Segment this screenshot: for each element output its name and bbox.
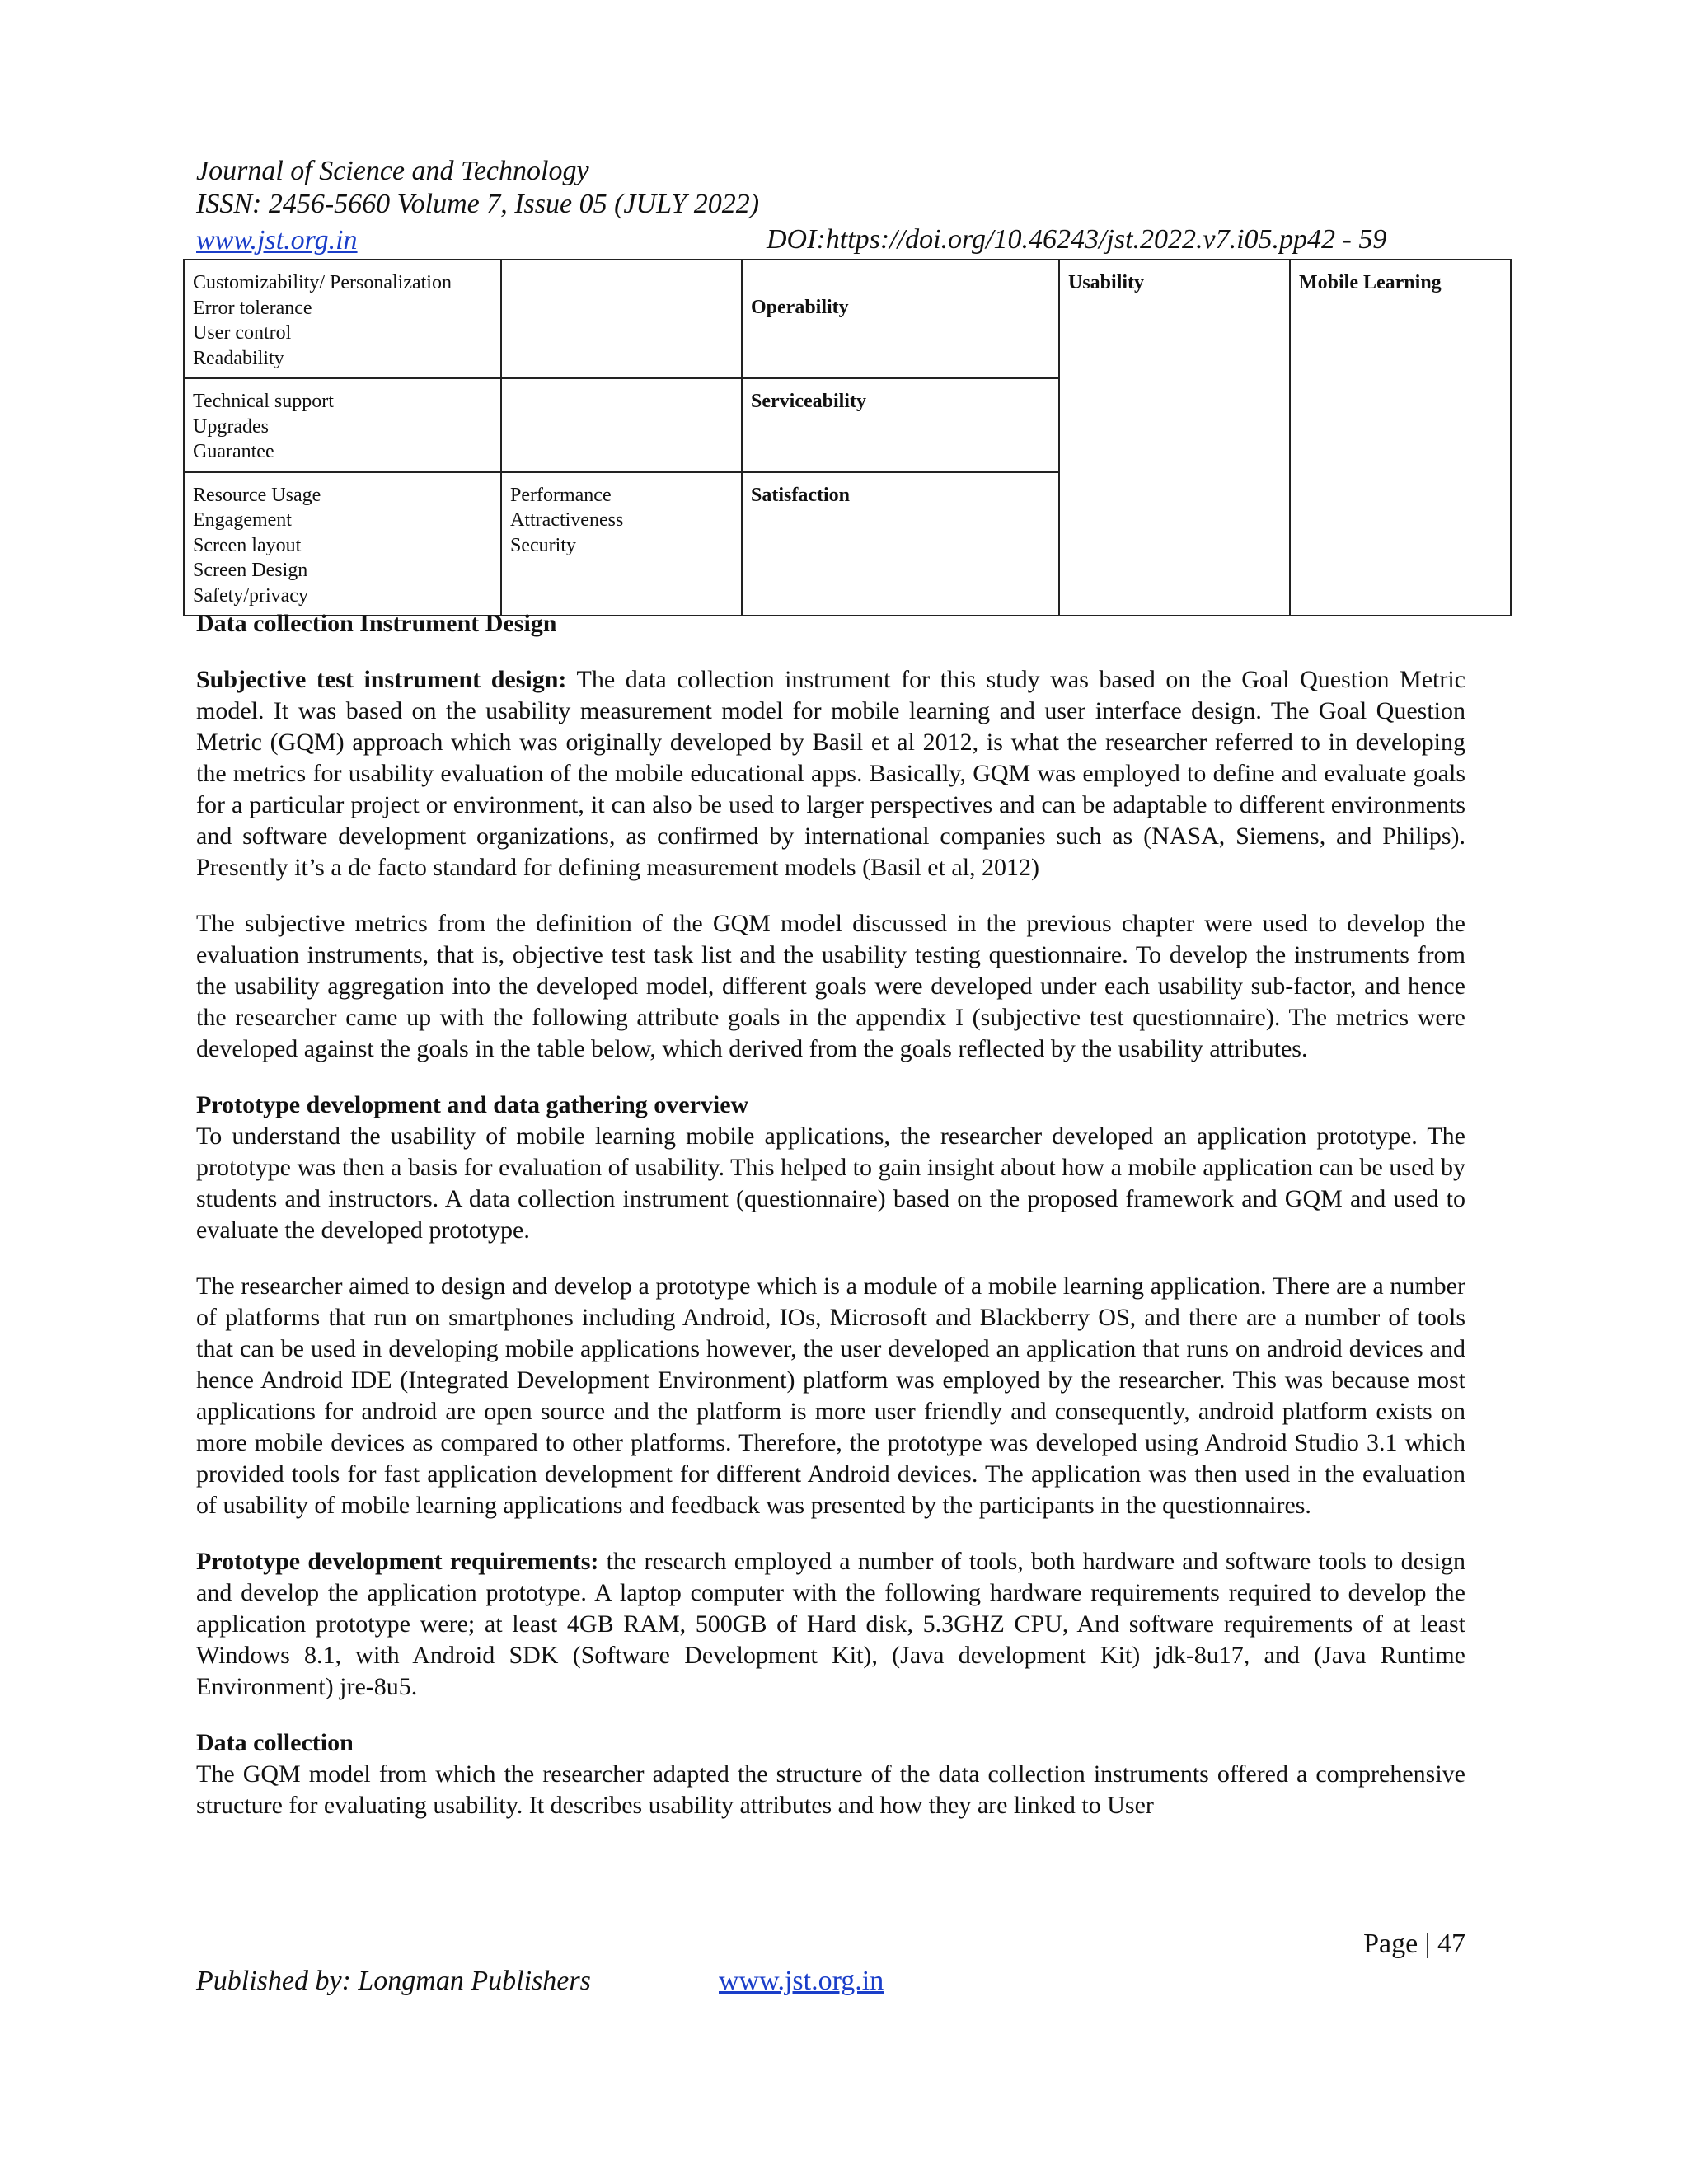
- metric-item: Engagement: [193, 509, 292, 531]
- paragraph-prototype-platforms: The researcher aimed to design and develop a prototype which is a module of a mobile learning application. There are a number of platforms that run on smartphones including Android, IOs, Microsoft and Blackberry OS, and there are a number of tools that can be used in developing mobile applications however, the user developed an application that runs on android devices and hence Android IDE (Integrated Development Environment) platform was employed by the researcher. This was because most applications for android are open source and the platform is more user friendly and consequently, android platform exists on more mobile devices as compared to other platforms. Therefore, the prototype was developed using Android Studio 3.1 which provided tools for fast application development for different Android devices. The application was then used in the evaluation of usability of mobile learning applications and feedback was presented by the participants in the questionnaires.: [196, 1272, 1465, 1519]
- metric-item: Screen layout: [193, 534, 302, 556]
- paragraph-text: the research employed a number of tools, both hardware and software tools to design and develop the application prototype. A laptop computer with the following hardware requirements required to develop the application prototype were; at least 4GB RAM, 500GB of Hard disk, 5.3GHZ CPU, And software requirements of at least Windows 8.1, with Android SDK (Software Development Kit), (Java development Kit) jdk-8u17, and (Java Runtime Environment) jre-8u5.: [196, 1548, 1465, 1700]
- metric-item: Resource Usage: [193, 484, 321, 506]
- journal-title: Journal of Science and Technology: [196, 156, 589, 186]
- attributes-cell: [501, 472, 742, 616]
- attribute-item: Attractiveness: [510, 509, 624, 531]
- table-row: [184, 260, 1511, 378]
- paragraph-subjective-metrics: The subjective metrics from the definition of the GQM model discussed in the previous chapter were used to develop the evaluation instruments, that is, objective test task list and the usability testing questionnaire. To develop the instruments from the usability aggregation into the developed model, different goals were developed under each usability sub-factor, and hence the researcher came up with the following attribute goals in the appendix I (subjective test questionnaire). The metrics were developed against the goals in the table below, which derived from the goals reflected by the usability attributes.: [196, 910, 1465, 1062]
- metric-item: User control: [193, 322, 292, 344]
- attribute-item: Performance: [510, 484, 612, 506]
- metric-item: Error tolerance: [193, 297, 312, 319]
- paragraph-lead: Prototype development requirements:: [196, 1548, 599, 1575]
- metrics-cell: [184, 378, 501, 472]
- paragraph-lead: Subjective test instrument design:: [196, 666, 567, 693]
- attribute-item: Security: [510, 534, 576, 556]
- metric-item: Upgrades: [193, 415, 269, 438]
- metric-item: Customizability/ Personalization: [193, 272, 452, 293]
- factor-cell: Usability: [1059, 260, 1290, 616]
- attributes-cell: [501, 378, 742, 472]
- section-heading-data-collection: Data collection: [196, 1729, 354, 1756]
- section-heading-prototype: Prototype development and data gathering overview: [196, 1091, 749, 1118]
- subfactor-cell: Serviceability: [742, 378, 1059, 472]
- article-body: [196, 608, 1465, 1821]
- header-website-link[interactable]: www.jst.org.in: [196, 225, 358, 255]
- metrics-cell: [184, 260, 501, 378]
- footer-website-link[interactable]: www.jst.org.in: [719, 1966, 884, 1996]
- paragraph-subjective-test: [196, 664, 1465, 883]
- subfactor-cell: Operability: [742, 260, 1059, 378]
- paragraph-prototype-overview: To understand the usability of mobile learning mobile applications, the researcher developed an application prototype. The prototype was then a basis for evaluation of usability. This helped to gain insight about how a mobile application can be used by students and instructors. A data collection instrument (questionnaire) based on the proposed framework and GQM and used to evaluate the developed prototype.: [196, 1122, 1465, 1244]
- domain-cell: Mobile Learning: [1290, 260, 1511, 616]
- metric-item: Readability: [193, 347, 284, 369]
- gqm-table: [183, 259, 1512, 616]
- metric-item: Safety/privacy: [193, 584, 308, 607]
- metric-item: Screen Design: [193, 560, 308, 581]
- subfactor-cell: Satisfaction: [742, 472, 1059, 616]
- metric-item: Technical support: [193, 391, 334, 412]
- section-heading-instrument-design: Data collection Instrument Design: [196, 610, 557, 637]
- header-doi: DOI:https://doi.org/10.46243/jst.2022.v7.i05.pp42 - 59: [767, 224, 1387, 255]
- attributes-cell: [501, 260, 742, 378]
- paragraph-data-collection: The GQM model from which the researcher adapted the structure of the data collection instruments offered a comprehensive structure for evaluating usability. It describes usability attributes and how they are linked to User: [196, 1760, 1465, 1819]
- paragraph-text: The data collection instrument for this study was based on the Goal Question Metric model. It was based on the usability measurement model for mobile learning and user interface design. The Goal Question Metric (GQM) approach which was originally developed by Basil et al 2012, is what the researcher referred to in developing the metrics for usability evaluation of the mobile educational apps. Basically, GQM was employed to define and evaluate goals for a particular project or environment, it can also be used to larger perspectives and can be adaptable to different environments and software development organizations, as confirmed by international companies such as (NASA, Siemens, and Philips). Presently it’s a de facto standard for defining measurement models (Basil et al, 2012): [196, 666, 1465, 881]
- paragraph-prototype-requirements: [196, 1546, 1465, 1703]
- page-number: Page | 47: [1363, 1929, 1465, 1959]
- journal-issn: ISSN: 2456-5660 Volume 7, Issue 05 (JULY 2022): [196, 189, 760, 219]
- metrics-cell: [184, 472, 501, 616]
- metric-item: Guarantee: [193, 441, 274, 462]
- footer-publisher: Published by: Longman Publishers: [196, 1966, 591, 1996]
